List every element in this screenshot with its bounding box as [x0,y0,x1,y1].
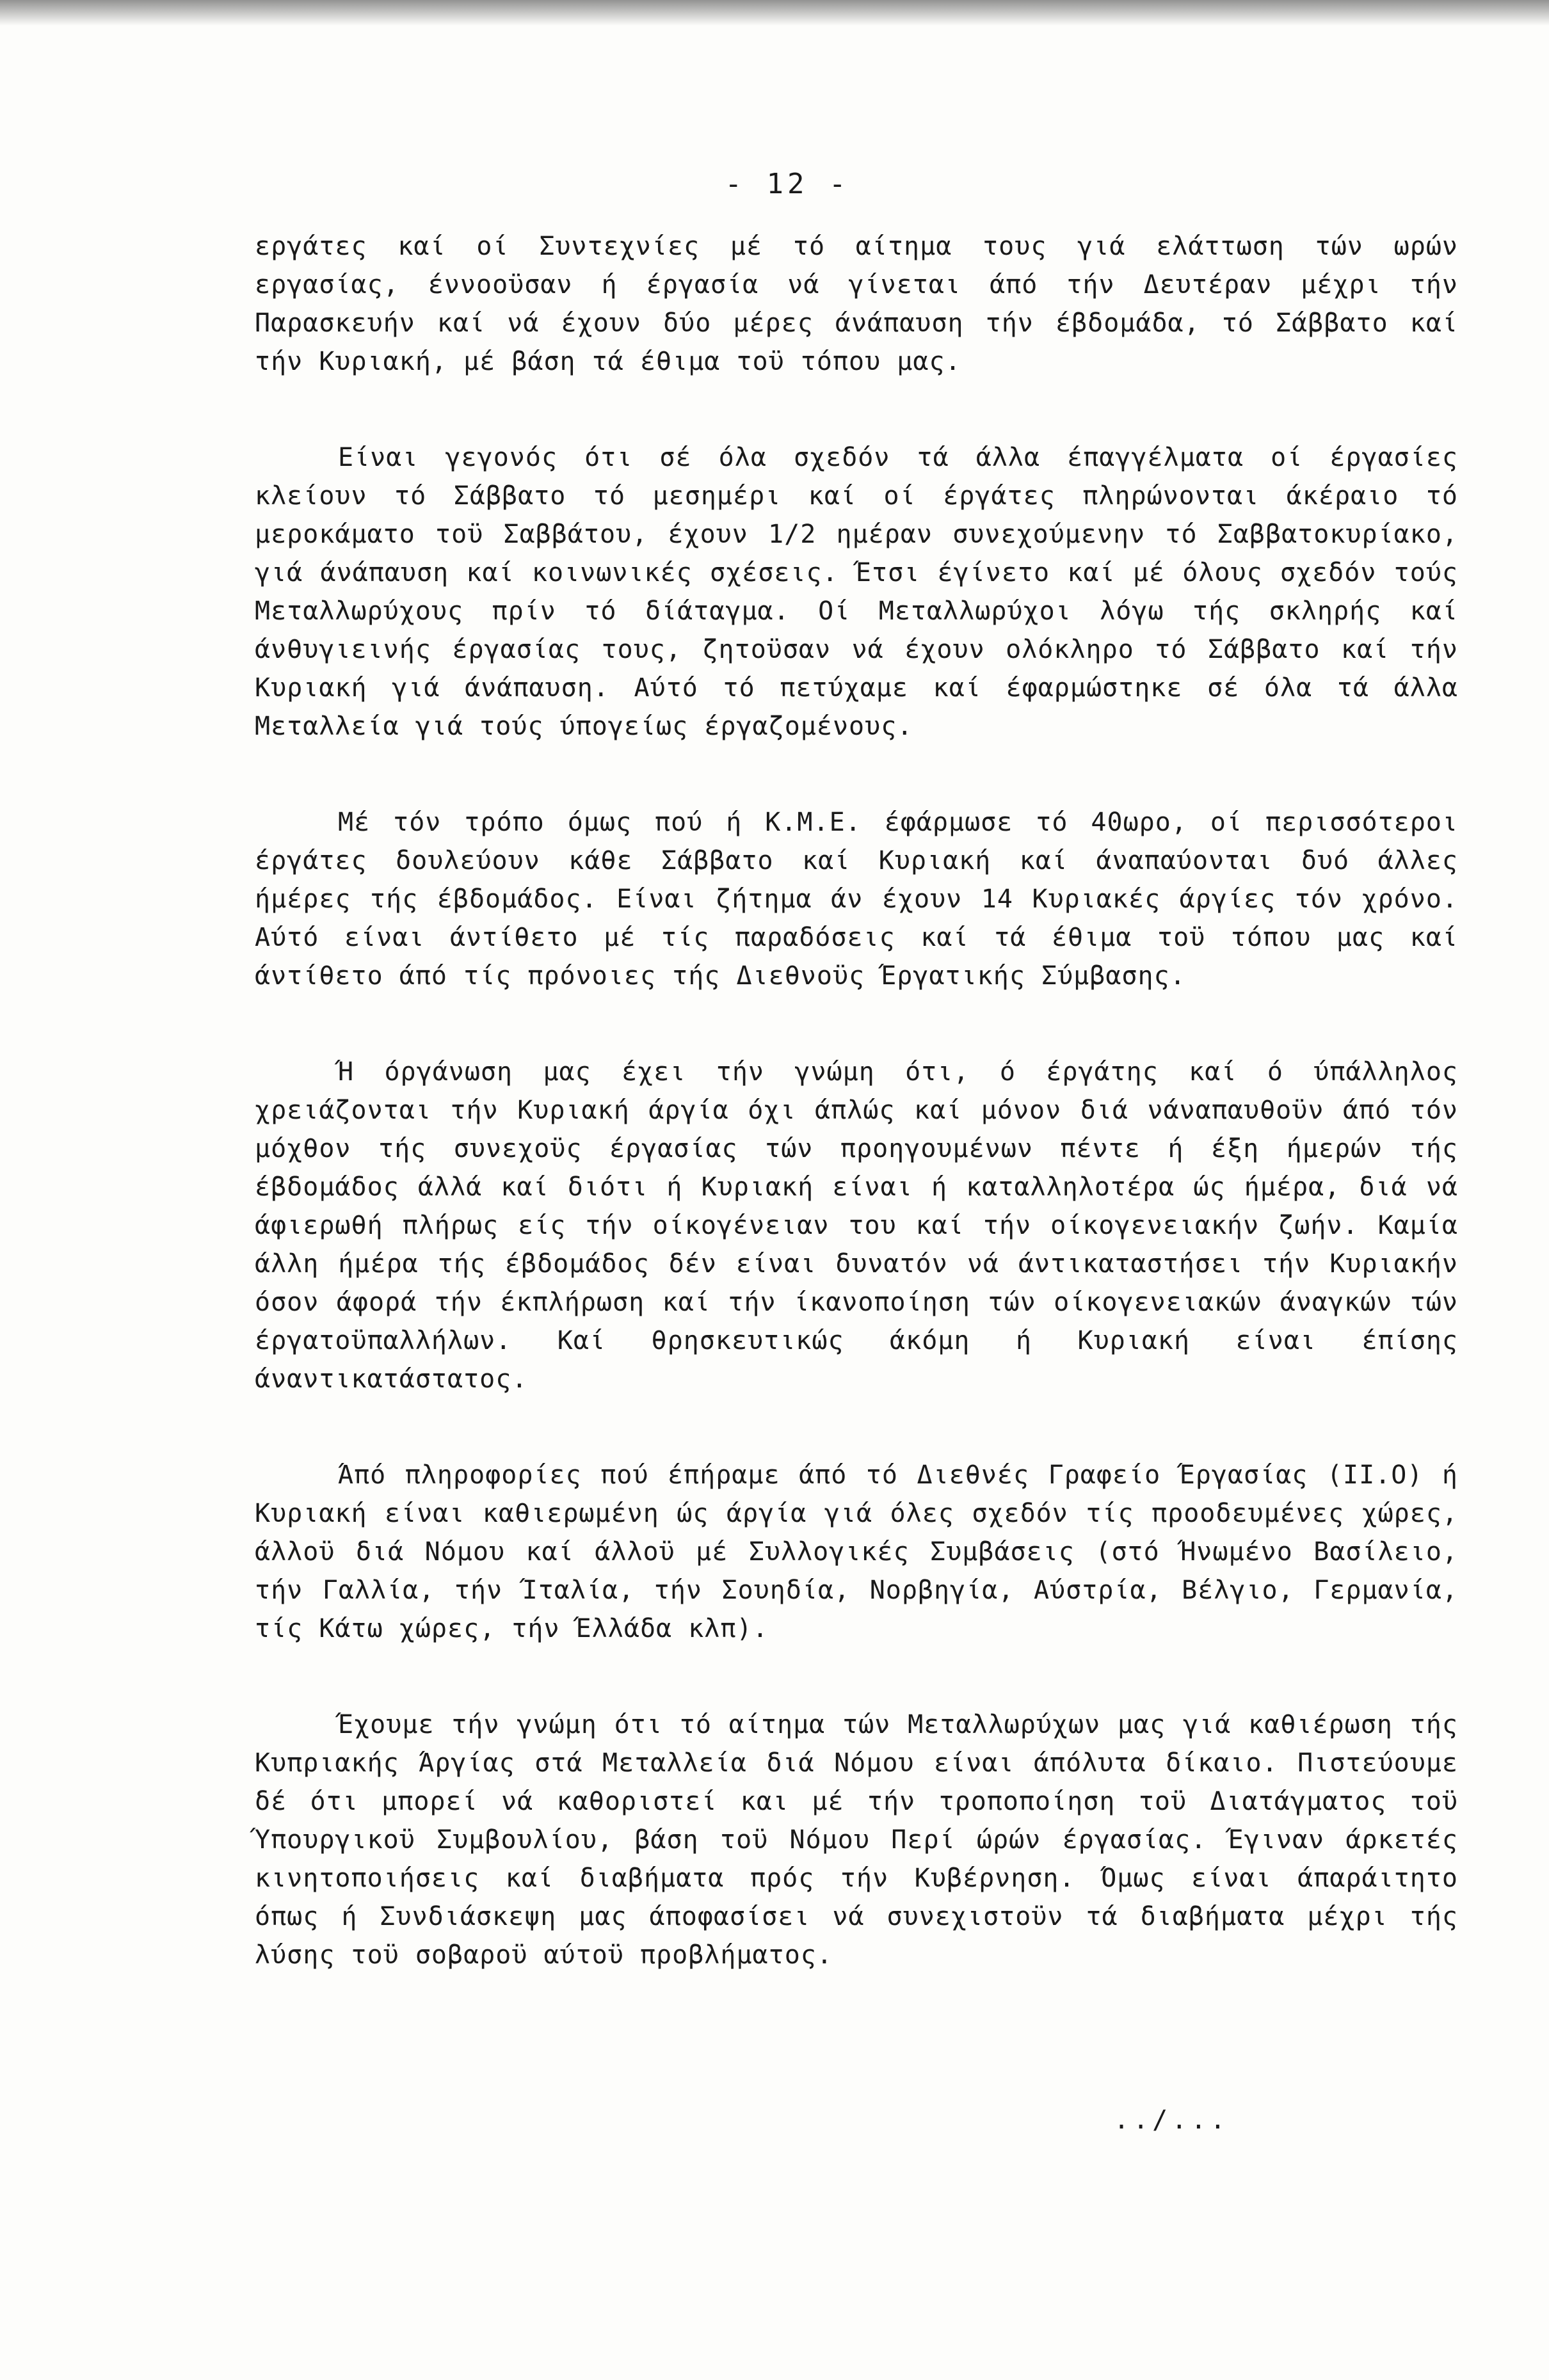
paragraph-4: Ή όργάνωση μας έχει τήν γνώμη ότι, ό έργάτης καί ό ύπάλληλος χρειάζονται τήν Κυριακή άργία όχι άπλώς καί μόνον διά νάναπαυθοϋν άπό τόν μόχθον τής συνεχοϋς έργασίας τών προηγουμένων πέντε ή έξη ήμερών τής έβδομάδος άλλά καί διότι ή Κυριακή είναι ή καταλληλοτέρα ώς ήμέρα, διά νά άφιερωθή πλήρως είς τήν οίκογένειαν του καί τήν οίκογενειακήν ζωήν. Καμία άλλη ήμέρα τής έβδομάδος δέν είναι δυνατόν νά άντικαταστήσει τήν Κυριακήν όσον άφορά τήν έκπλήρωση καί τήν ίκανοποίηση τών οίκογενειακών άναγκών τών έργατοϋπαλλήλων. Καί θρησκευτικώς άκόμη ή Κυριακή είναι έπίσης άναντικατάστατος. [255,1057,1458,1394]
continuation-mark: ../... [1114,2105,1230,2135]
paragraph-2: Είναι γεγονός ότι σέ όλα σχεδόν τά άλλα έπαγγέλματα οί έργασίες κλείουν τό Σάββατο τό μεσημέρι καί οί έργάτες πληρώνονται άκέραιο τό μεροκάματο τοϋ Σαββάτου, έχουν 1/2 ημέραν συνεχούμενην τό Σαββατοκυρίακο, γιά άνάπαυση καί κοινωνικές σχέσεις. Έτσι έγίνετο καί μέ όλους σχεδόν τούς Μεταλλωρύχους πρίν τό δίάταγμα. Οί Μεταλλωρύχοι λόγω τής σκληρής καί άνθυγιεινής έργασίας τους, ζητοϋσαν νά έχουν ολόκληρο τό Σάββατο καί τήν Κυριακή γιά άνάπαυση. Αύτό τό πετύχαμε καί έφαρμώστηκε σέ όλα τά άλλα Μεταλλεία γιά τούς ύπογείως έργαζομένους. [255,443,1458,741]
paragraph-5: Άπό πληροφορίες πού έπήραμε άπό τό Διεθνές Γραφείο Έργασίας (ΙΙ.Ο) ή Κυριακή είναι καθιερωμένη ώς άργία γιά όλες σχεδόν τίς προοδευμένες χώρες, άλλοϋ διά Νόμου καί άλλοϋ μέ Συλλογικές Συμβάσεις (στό Ήνωμένο Βασίλειο, τήν Γαλλία, τήν Ίταλία, τήν Σουηδία, Νορβηγία, Αύστρία, Βέλγιο, Γερμανία, τίς Κάτω χώρες, τήν Έλλάδα κλπ). [255,1460,1458,1643]
paragraph-3: Μέ τόν τρόπο όμως πού ή Κ.Μ.Ε. έφάρμωσε τό 40ωρο, οί περισσότεροι έργάτες δουλεύουν κάθε Σάββατο καί Κυριακή καί άναπαύονται δυό άλλες ήμέρες τής έβδομάδος. Είναι ζήτημα άν έχουν 14 Κυριακές άργίες τόν χρόνο. Αύτό είναι άντίθετο μέ τίς παραδόσεις καί τά έθιμα τοϋ τόπου μας καί άντίθετο άπό τίς πρόνοιες τής Διεθνοϋς Έργατικής Σύμβασης. [255,808,1458,991]
scan-edge-shadow [0,0,1549,26]
document-body [255,227,1458,2032]
paragraph-1: εργάτες καί οί Συντεχνίες μέ τό αίτημα τους γιά ελάττωση τών ωρών εργασίας, έννοοϋσαν ή έργασία νά γίνεται άπό τήν Δευτέραν μέχρι τήν Παρασκευήν καί νά έχουν δύο μέρες άνάπαυση τήν έβδομάδα, τό Σάββατο καί τήν Κυριακή, μέ βάση τά έθιμα τοϋ τόπου μας. [255,232,1458,376]
paragraph-6: Έχουμε τήν γνώμη ότι τό αίτημα τών Μεταλλωρύχων μας γιά καθιέρωση τής Κυπριακής Άργίας στά Μεταλλεία διά Νόμου είναι άπόλυτα δίκαιο. Πιστεύουμε δέ ότι μπορεί νά καθοριστεί και μέ τήν τροποποίηση τοϋ Διατάγματος τοϋ Ύπουργικοϋ Συμβουλίου, βάση τοϋ Νόμου Περί ώρών έργασίας. Έγιναν άρκετές κινητοποιήσεις καί διαβήματα πρός τήν Κυβέρνηση. Όμως είναι άπαράιτητο όπως ή Συνδιάσκεψη μας άποφασίσει νά συνεχιστοϋν τά διαβήματα μέχρι τής λύσης τοϋ σοβαροϋ αύτοϋ προβλήματος. [255,1710,1458,1970]
page-number: - 12 - [725,168,850,200]
